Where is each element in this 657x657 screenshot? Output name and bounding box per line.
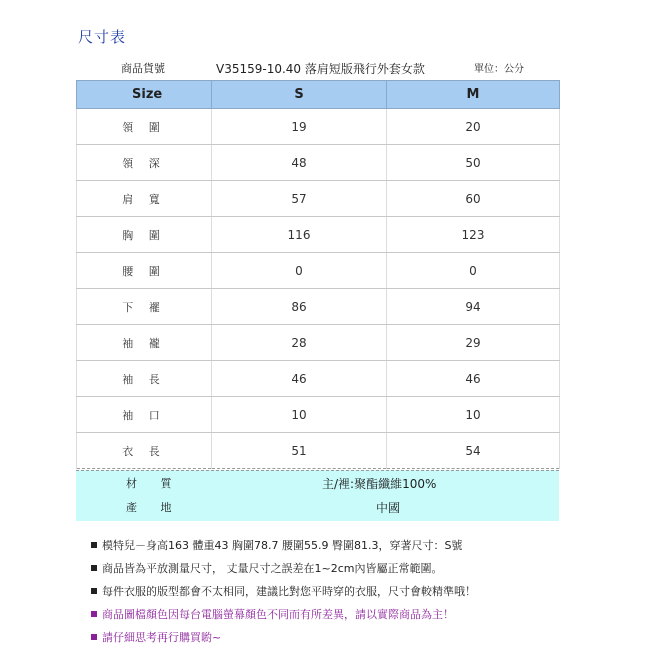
row-value-s: 86 xyxy=(212,289,387,325)
note-text: 模特兒－身高163 體重43 胸圍78.7 腰圍55.9 臀圍81.3，穿著尺寸：S號 xyxy=(102,539,463,552)
row-value-s: 116 xyxy=(212,217,387,253)
product-info-row xyxy=(76,60,559,76)
size-table xyxy=(76,80,560,469)
notes-list xyxy=(91,538,476,653)
bullet-square-icon xyxy=(91,542,97,548)
row-value-m: 94 xyxy=(387,289,560,325)
row-value-m: 10 xyxy=(387,397,560,433)
material-label: 材 質 xyxy=(126,477,182,490)
table-row xyxy=(77,325,560,361)
product-code-label: 商品貨號 xyxy=(121,62,165,75)
material-origin-box xyxy=(76,470,559,521)
table-row xyxy=(77,145,560,181)
table-row xyxy=(77,109,560,145)
note-item xyxy=(91,538,476,561)
bullet-square-icon xyxy=(91,565,97,571)
table-row xyxy=(77,397,560,433)
size-table-header xyxy=(77,81,560,109)
note-item xyxy=(91,630,476,653)
table-row xyxy=(77,433,560,469)
origin-row xyxy=(76,499,559,519)
origin-label: 產 地 xyxy=(126,501,182,514)
row-label: 領 深 xyxy=(77,145,212,181)
row-value-m: 54 xyxy=(387,433,560,469)
header-size: Size xyxy=(77,81,212,109)
row-label: 下 襬 xyxy=(77,289,212,325)
row-label: 肩 寬 xyxy=(77,181,212,217)
row-value-s: 46 xyxy=(212,361,387,397)
material-value: 主/裡:聚酯纖維100% xyxy=(322,477,437,491)
row-value-s: 48 xyxy=(212,145,387,181)
table-row xyxy=(77,181,560,217)
row-label: 袖 口 xyxy=(77,397,212,433)
row-value-m: 0 xyxy=(387,253,560,289)
row-value-s: 57 xyxy=(212,181,387,217)
page-title: 尺寸表 xyxy=(78,28,127,46)
product-name: V35159-10.40 落肩短版飛行外套女款 xyxy=(216,62,425,76)
origin-value: 中國 xyxy=(376,501,401,515)
row-label: 腰 圍 xyxy=(77,253,212,289)
row-value-s: 19 xyxy=(212,109,387,145)
note-item xyxy=(91,584,476,607)
row-value-s: 0 xyxy=(212,253,387,289)
table-row xyxy=(77,361,560,397)
header-s: S xyxy=(212,81,387,109)
header-m: M xyxy=(387,81,560,109)
row-value-m: 20 xyxy=(387,109,560,145)
row-value-m: 50 xyxy=(387,145,560,181)
row-value-m: 46 xyxy=(387,361,560,397)
table-row xyxy=(77,217,560,253)
row-label: 胸 圍 xyxy=(77,217,212,253)
note-text: 每件衣服的版型都會不太相同，建議比對您平時穿的衣服，尺寸會較精準哦！ xyxy=(102,585,476,598)
row-value-s: 28 xyxy=(212,325,387,361)
row-label: 袖 襱 xyxy=(77,325,212,361)
note-text: 商品皆為平放測量尺寸， 丈量尺寸之誤差在1~2cm內皆屬正常範圍。 xyxy=(102,562,443,575)
row-value-s: 51 xyxy=(212,433,387,469)
note-item xyxy=(91,607,476,630)
bullet-square-icon xyxy=(91,634,97,640)
note-text: 請仔細思考再行購買喲~ xyxy=(102,631,222,644)
note-item xyxy=(91,561,476,584)
row-label: 衣 長 xyxy=(77,433,212,469)
row-label: 領 圍 xyxy=(77,109,212,145)
row-value-m: 123 xyxy=(387,217,560,253)
bullet-square-icon xyxy=(91,611,97,617)
table-row xyxy=(77,289,560,325)
material-row xyxy=(76,475,559,495)
bullet-square-icon xyxy=(91,588,97,594)
row-value-s: 10 xyxy=(212,397,387,433)
row-value-m: 60 xyxy=(387,181,560,217)
note-text: 商品圖檔顏色因每台電腦螢幕顏色不同而有所差異，請以實際商品為主！ xyxy=(102,608,454,621)
table-row xyxy=(77,253,560,289)
row-label: 袖 長 xyxy=(77,361,212,397)
unit-label: 單位：公分 xyxy=(474,64,524,75)
row-value-m: 29 xyxy=(387,325,560,361)
